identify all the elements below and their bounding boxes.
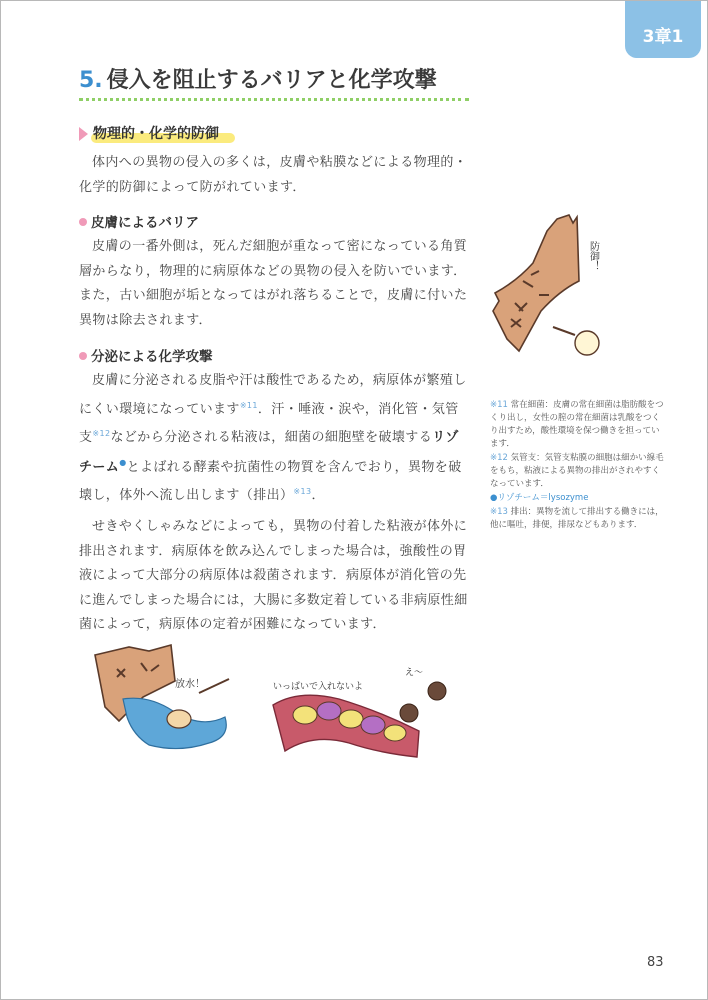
secretion-text-b: ．汗・唾液・涙や，消化管・気管支	[79, 401, 459, 446]
skin-paragraph	[79, 235, 469, 333]
page-number: 83	[647, 955, 664, 970]
note-text: 気管支：気管支粘膜の細胞は細かい線毛をもち，粘液による異物の排出がされやすくなっています．	[490, 453, 664, 489]
note-lysozyme	[490, 492, 665, 505]
subheading-text: 物理的・化学的防御	[93, 126, 219, 142]
germ-icon	[400, 704, 418, 722]
skin-heading	[79, 211, 199, 231]
bacteria-icon	[293, 706, 317, 724]
intro-text: 体内への異物の侵入の多くは，皮膚や粘膜などによる物理的・化学的防御によって防がれています．	[79, 155, 468, 195]
section-title-text: 侵入を阻止するバリアと化学攻撃	[106, 68, 437, 93]
note-13	[490, 506, 665, 532]
gut-illustration	[269, 661, 469, 771]
note-mark: ※11	[490, 400, 508, 410]
washing-illustration	[89, 641, 249, 761]
note-mark: ※12	[490, 453, 508, 463]
secretion-heading-text: 分泌による化学攻撃	[91, 349, 213, 365]
bacteria-icon	[384, 725, 406, 741]
bacteria-icon	[361, 716, 385, 734]
note-mark: ※13	[490, 507, 508, 517]
term-mark: ●	[119, 457, 127, 467]
section-number: 5.	[79, 68, 103, 93]
skin-wall-caption: 防御！	[587, 241, 599, 271]
secretion-text-d: とよばれる酵素や抗菌性の物質を含んでおり，異物を破壊し，体外へ流し出します（排出）	[79, 459, 462, 504]
note-mark: ●	[490, 493, 498, 503]
secretion-heading	[79, 345, 213, 365]
washing-caption: 放水！	[175, 679, 205, 690]
lysozyme-term: リゾチーム	[79, 430, 459, 475]
intro-paragraph	[79, 151, 469, 200]
gut-caption: いっぱいで入れないよ	[273, 682, 364, 692]
bullet-dot-icon	[79, 218, 87, 226]
ref-12: ※12	[92, 429, 111, 439]
secretion-text-1	[79, 369, 469, 509]
secretion-text-2: せきやくしゃみなどによっても，異物の付着した粘液が体外に排出されます．病原体を飲み込んでしまった場合は，強酸性の胃液によって大部分の病原体は殺菌されます．病原体が消化管の先に進んでしまった場合には，大腸に多数定着している非病原性細菌によって，病原体の定着が困難になっています．	[79, 518, 468, 633]
skin-text: 皮膚の一番外側は，死んだ細胞が重なって密になっている角質層からなり，物理的に病原体などの異物の侵入を防いでいます．また，古い細胞が垢となってはがれ落ちることで，皮膚に付いた異物は除去されます．	[79, 239, 468, 328]
germ-ball-icon	[575, 331, 599, 355]
bacteria-icon	[317, 702, 341, 720]
secretion-paragraph	[79, 369, 469, 638]
spear-icon	[553, 327, 575, 335]
note-text: 常在細菌：皮膚の常在細菌は脂肪酸をつくり出し，女性の膣の常在細菌は乳酸をつくり出すため，酸性環境を保つ働きを担っています．	[490, 400, 664, 449]
bacteria-icon	[339, 710, 363, 728]
ref-13: ※13	[293, 487, 312, 497]
secretion-text-e: ．	[311, 488, 325, 504]
note-text: リゾチーム＝lysozyme	[497, 493, 589, 503]
side-notes	[490, 399, 665, 533]
note-11	[490, 399, 665, 451]
germ-icon	[428, 682, 446, 700]
secretion-text-a: 皮膚に分泌される皮脂や汗は酸性であるため，病原体が繁殖しにくい環境になっています	[79, 373, 467, 417]
title-divider	[79, 98, 469, 101]
germ-caption: え〜	[405, 668, 424, 678]
germ-character-icon	[167, 710, 191, 728]
secretion-text-c: などから分泌される粘液は，細菌の細胞壁を破壊する	[110, 430, 433, 446]
section-title	[79, 63, 437, 94]
chapter-tab	[625, 0, 701, 58]
bullet-dot-icon	[79, 352, 87, 360]
triangle-icon	[79, 127, 88, 141]
note-text: 排出：異物を流して排出する働きには，他に嘔吐，排便，排尿などもあります．	[490, 507, 664, 530]
ref-11: ※11	[239, 400, 258, 410]
skin-heading-text: 皮膚によるバリア	[91, 215, 199, 231]
skin-wall-illustration	[489, 211, 614, 361]
chapter-tab-label: 3章1	[642, 27, 684, 47]
note-12	[490, 452, 665, 491]
skin-wall-shape	[493, 215, 579, 351]
